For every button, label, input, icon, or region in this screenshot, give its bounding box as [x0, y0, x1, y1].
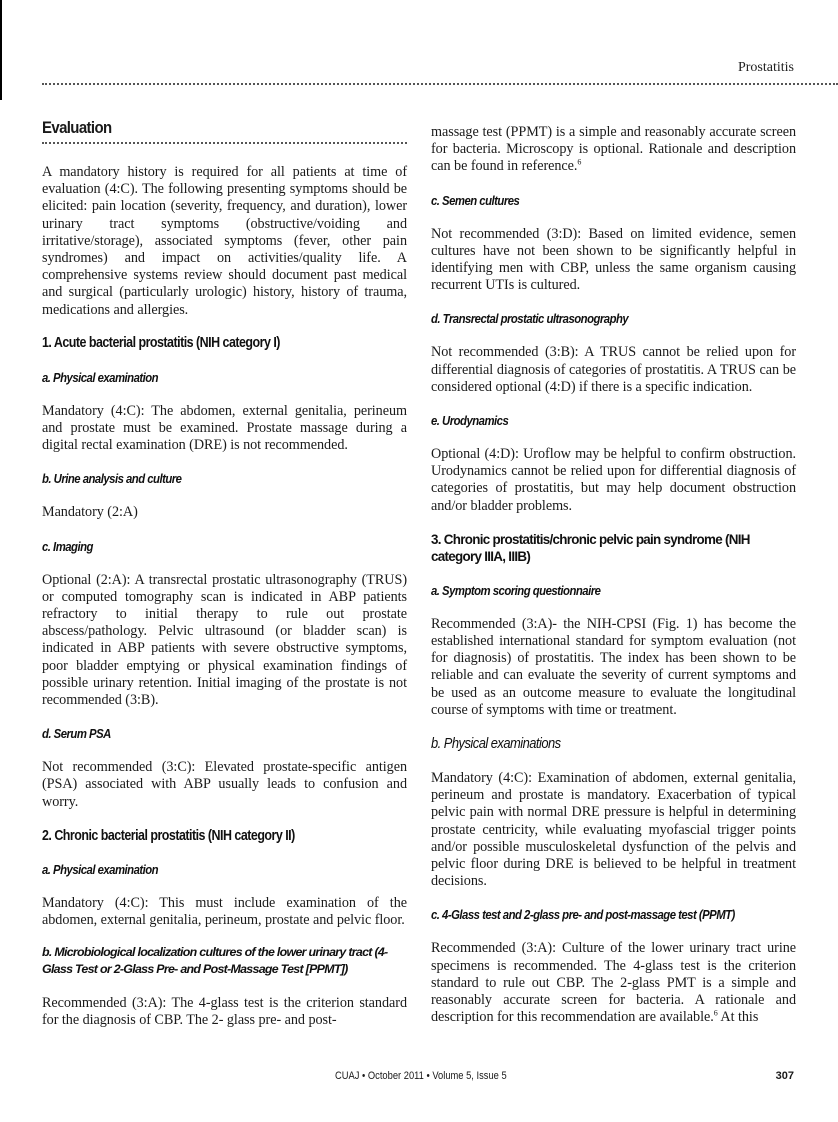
section-3a-paragraph: Recommended (3:A)- the NIH-CPSI (Fig. 1) has become the established international standard for symptom evaluation (not for diagnosis) of prostatitis. The index has been shown to be reliable and can evaluate the severity of current symptoms and be used as an outcome measure to evaluate the longitudinal course of symptoms with time or treatment.	[431, 615, 796, 718]
section-1a-heading: a. Physical examination	[42, 369, 159, 385]
evaluation-divider	[42, 142, 407, 144]
section-2d-paragraph: Not recommended (3:B): A TRUS cannot be relied upon for differential diagnosis of categories of prostatitis. A TRUS can be considered optional (4:D) if there is a specific indication.	[431, 344, 796, 395]
section-3c-paragraph	[431, 940, 796, 1026]
continued-paragraph	[431, 124, 796, 176]
section-2b-paragraph: Recommended (3:A): The 4-glass test is the criterion standard for the diagnosis of CBP. The 2- glass pre- and post-	[42, 995, 407, 1029]
section-2d-heading: d. Transrectal prostatic ultrasonography	[431, 311, 629, 327]
section-2c-heading: c. Semen cultures	[431, 192, 520, 208]
section-1-heading: 1. Acute bacterial prostatitis (NIH category I)	[42, 334, 280, 351]
section-3c-text: Recommended (3:A): Culture of the lower urinary tract urine specimens is recommended. The 4-glass test is the criterion standard to rule out CBP. The 2-glass PMT is a simple and reasonably accurate screen for bacteria. A rationale and description for this recommendation are available.	[431, 940, 796, 1026]
reference-marker: 6	[713, 1008, 718, 1018]
margin-rule	[0, 0, 2, 100]
running-head: Prostatitis	[737, 60, 794, 75]
section-3c-tail: At this	[717, 1009, 759, 1026]
section-3b-paragraph: Mandatory (4:C): Examination of abdomen, external genitalia, perineum and prostate is mandatory. Exacerbation of typical pelvic pain with normal DRE pressure is helpful in determining prostate centricity, while evaluating myofascial trigger points and/or possible musculoskeletal dysfunction of the pelvis and pelvic floor during DRE is believed to be helpful in treatment decisions.	[431, 770, 796, 890]
section-3b-heading: b. Physical examinations	[431, 735, 561, 753]
continued-text: massage test (PPMT) is a simple and reasonably accurate screen for bacteria. Microscopy is optional. Rationale and description can be found in reference.	[431, 124, 796, 175]
section-1c-heading: c. Imaging	[42, 538, 93, 554]
reference-marker: 6	[577, 157, 582, 167]
section-2a-heading: a. Physical examination	[42, 861, 159, 877]
section-2e-paragraph: Optional (4:D): Uroflow may be helpful to confirm obstruction. Urodynamics cannot be relied upon for differential diagnosis of categories of prostatitis, but may help document obstruction and/or bladder problems.	[431, 446, 796, 514]
section-3-heading: 3. Chronic prostatitis/chronic pelvic pain syndrome (NIH category IIIA, IIIB)	[431, 531, 750, 564]
header-divider	[42, 83, 838, 85]
right-column	[431, 118, 796, 1027]
section-2c-paragraph: Not recommended (3:D): Based on limited evidence, semen cultures have not been shown to be significantly helpful in identifying men with CBP, unless the same organism causing recurrent UTIs is cultured.	[431, 225, 796, 294]
page-number: 307	[775, 1070, 794, 1082]
left-column	[42, 118, 407, 1030]
section-1b-paragraph: Mandatory (2:A)	[42, 504, 138, 521]
section-2-heading: 2. Chronic bacterial prostatitis (NIH category II)	[42, 827, 295, 844]
section-2a-paragraph: Mandatory (4:C): This must include examination of the abdomen, external genitalia, perineum, prostate and pelvic floor.	[42, 894, 407, 929]
section-1a-paragraph: Mandatory (4:C): The abdomen, external genitalia, perineum and prostate must be examined. Prostate massage during a digital rectal examination (DRE) is not recommended.	[42, 402, 407, 454]
evaluation-heading: Evaluation	[42, 118, 112, 137]
section-3c-heading: c. 4-Glass test and 2-glass pre- and post-massage test (PPMT)	[431, 907, 735, 923]
journal-citation: CUAJ • October 2011 • Volume 5, Issue 5	[335, 1070, 507, 1082]
section-2b-heading: b. Microbiological localization cultures of the lower urinary tract (4-Glass Test or 2-Glass Pre- and Post-Massage Test [PPMT])	[42, 945, 388, 977]
section-1b-heading: b. Urine analysis and culture	[42, 471, 182, 487]
section-2e-heading: e. Urodynamics	[431, 413, 509, 429]
evaluation-paragraph: A mandatory history is required for all patients at time of evaluation (4:C). The following presenting symptoms should be elicited: pain location (severity, frequency, and duration), lower urinary tract symptoms (obstructive/voiding and irritative/storage), associated symptoms (fever, other pain syndromes) and impact on activities/quality life. A comprehensive systems review should document past medical and surgical (particularly urologic) history, history of trauma, medications and allergies.	[42, 164, 407, 318]
section-1d-paragraph: Not recommended (3:C): Elevated prostate-specific antigen (PSA) associated with ABP usually leads to confusion and worry.	[42, 759, 407, 810]
section-1d-heading: d. Serum PSA	[42, 726, 111, 742]
section-1c-paragraph: Optional (2:A): A transrectal prostatic ultrasonography (TRUS) or computed tomography scan is indicated in ABP patients refractory to initial therapy to rule out prostate abscess/pathology. Pelvic ultrasound (or bladder scan) is indicated in ABP patients with severe obstructive symptoms, poor bladder emptying or physical examination findings of possible urinary retention. Initial imaging of the prostate is not recommended (3:B).	[42, 571, 407, 709]
section-3a-heading: a. Symptom scoring questionnaire	[431, 582, 601, 598]
